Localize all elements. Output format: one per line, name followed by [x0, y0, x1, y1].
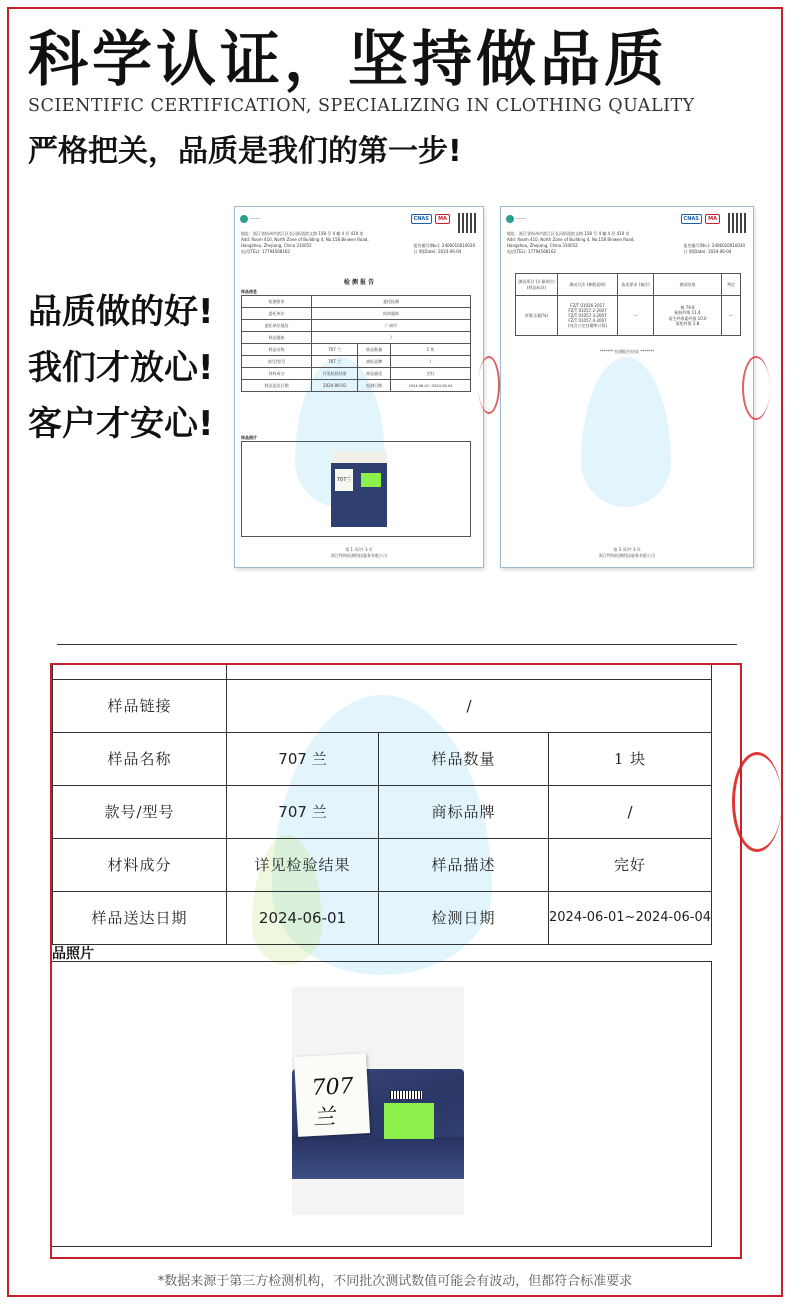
report-date: 日 期(Date): 2024-06-04	[683, 249, 732, 254]
report-header-logos	[506, 213, 748, 231]
table-row: 样品名称 707 兰 样品数量 1 块	[242, 344, 471, 356]
addr-line: Hangzhou, Zhejiang, China 310052	[507, 243, 578, 248]
table-header-row: 测试项目 (计量单位) (样品标识) 测试方法 (参数说明) 技术要求 (备注) 测试结果 判定	[516, 274, 741, 296]
sample-card: 707兰	[335, 469, 353, 491]
report-number: 报告编号(No.): 2406010010030	[413, 243, 475, 248]
table-row: 样品送达日期 2024-06-01 检测日期 2024-06-01~2024-06-04	[53, 891, 712, 944]
table-row	[53, 665, 712, 679]
addr-line: 地址：浙江省杭州市滨江区长河街道滨文路 158 号 4 幢 4 层 410 室	[507, 231, 630, 236]
lab-logo-icon: -------	[506, 215, 576, 225]
table-row: 委托单位地址 广州市	[242, 320, 471, 332]
slogan-1: 品质做的好!	[28, 292, 214, 332]
page-number: 第 1 页/共 3 页	[345, 547, 373, 552]
page-number: 第 3 页/共 3 页	[613, 547, 641, 552]
company-name: 浙江特钩检测科技服务有限公司	[599, 553, 655, 558]
addr-line: 地址：浙江省杭州市滨江区长河街道滨文路 158 号 4 幢 4 层 410 室	[241, 231, 364, 236]
table-row: 检测要求 委托检测	[242, 296, 471, 308]
slogan-2: 我们才放心!	[28, 348, 214, 388]
qr-code-icon	[728, 213, 748, 233]
table-row: 材料成分 详见检验结果 样品描述 完好	[242, 368, 471, 380]
cnas-logo-icon: CNAS	[411, 214, 432, 224]
table-row: 材料成分 详见检验结果 样品描述 完好	[53, 838, 712, 891]
table-row: 款号/型号 707 兰 商标品牌 /	[242, 356, 471, 368]
addr-line: Hangzhou, Zhejiang, China 310052	[241, 243, 312, 248]
table-row: 样品名称 707 兰 样品数量 1 块	[53, 732, 712, 785]
addr-line: Add: Room 410, North Zone of Building 4, No.158 Binwen Road,	[507, 237, 635, 242]
report-number: 报告编号(No.): 2406010010030	[683, 243, 745, 248]
sample-card: 707兰	[294, 1053, 370, 1137]
cma-logo-icon: MA	[705, 214, 720, 224]
addr-line: Add: Room 410, North Zone of Building 4, No.158 Binwen Road,	[241, 237, 369, 242]
stamp-arc-zoom	[732, 752, 782, 852]
sample-info-heading: 样品信息	[241, 289, 257, 294]
headline-english: SCIENTIFIC CERTIFICATION, SPECIALIZING IN CLOTHING QUALITY	[28, 96, 695, 116]
stamp-arc-left	[478, 356, 500, 414]
cert-badges	[679, 214, 720, 224]
headline-subtitle: 严格把关，品质是我们的第一步!	[28, 134, 462, 169]
test-result-table	[515, 273, 741, 336]
report-page-1	[234, 206, 484, 568]
sample-photo-heading: 品照片	[52, 946, 94, 962]
table-row: 样品链接 /	[242, 332, 471, 344]
slogan-list	[28, 284, 214, 452]
divider	[57, 644, 737, 645]
sample-tag	[384, 1103, 434, 1139]
report-page-3	[500, 206, 754, 568]
slogan-3: 客户才安心!	[28, 404, 214, 444]
report-end-note: ******* 检测报告结束 *******	[599, 349, 655, 354]
addr-line: 电话(TEL): 17794568162	[241, 249, 290, 254]
lab-logo-icon: -------	[240, 215, 310, 225]
cma-logo-icon: MA	[435, 214, 450, 224]
sample-tag	[361, 473, 381, 487]
headline-title: 科学认证，坚持做品质	[28, 25, 668, 95]
report-header-logos	[240, 213, 478, 231]
denim-fold	[292, 1137, 464, 1179]
table-row: 样品链接 /	[53, 679, 712, 732]
report-footer	[235, 547, 483, 559]
table-row: 样品送达日期 2024-06-01 检测日期 2024-06-01~2024-06-04	[242, 380, 471, 392]
report-footer	[501, 547, 753, 559]
report-meta	[414, 243, 475, 255]
addr-line: 电话(TEL): 17794568162	[507, 249, 556, 254]
sample-photo-heading: 样品照片	[241, 435, 257, 440]
table-row: 纤维含量(%) FZ/T 01026-2017 FZ/T 01057.2-2007 FZ/T 01057.3-2007 FZ/T 01057.4-2007 (纯含公定回潮率计算) — 棉 79.8 粘胶纤维 11.4 再生纤维素纤维 10.0 氨纶纤维 2.8 —	[516, 296, 741, 336]
cert-badges	[409, 214, 450, 224]
report-meta	[684, 243, 745, 255]
qr-code-icon	[458, 213, 478, 233]
report-date: 日 期(Date): 2024-06-04	[413, 249, 462, 254]
cnas-logo-icon: CNAS	[681, 214, 702, 224]
company-name: 浙江特钩检测科技服务有限公司	[331, 553, 387, 558]
disclaimer-text: *数据来源于第三方检测机构，不同批次测试数值可能会有波动，但都符合标准要求	[157, 1274, 633, 1289]
barcode-icon	[390, 1091, 422, 1099]
report-title: 检 测 报 告	[343, 279, 375, 286]
report-info-table	[241, 295, 471, 392]
watermark-shape	[581, 357, 671, 507]
table-row: 委托单位 时尚服饰	[242, 308, 471, 320]
sample-photo	[331, 451, 387, 527]
sample-info-table	[52, 665, 712, 945]
zoomed-report-section	[50, 663, 742, 1259]
sample-photo	[292, 987, 464, 1215]
table-row: 款号/型号 707 兰 商标品牌 /	[53, 785, 712, 838]
stamp-arc-right	[742, 356, 770, 420]
